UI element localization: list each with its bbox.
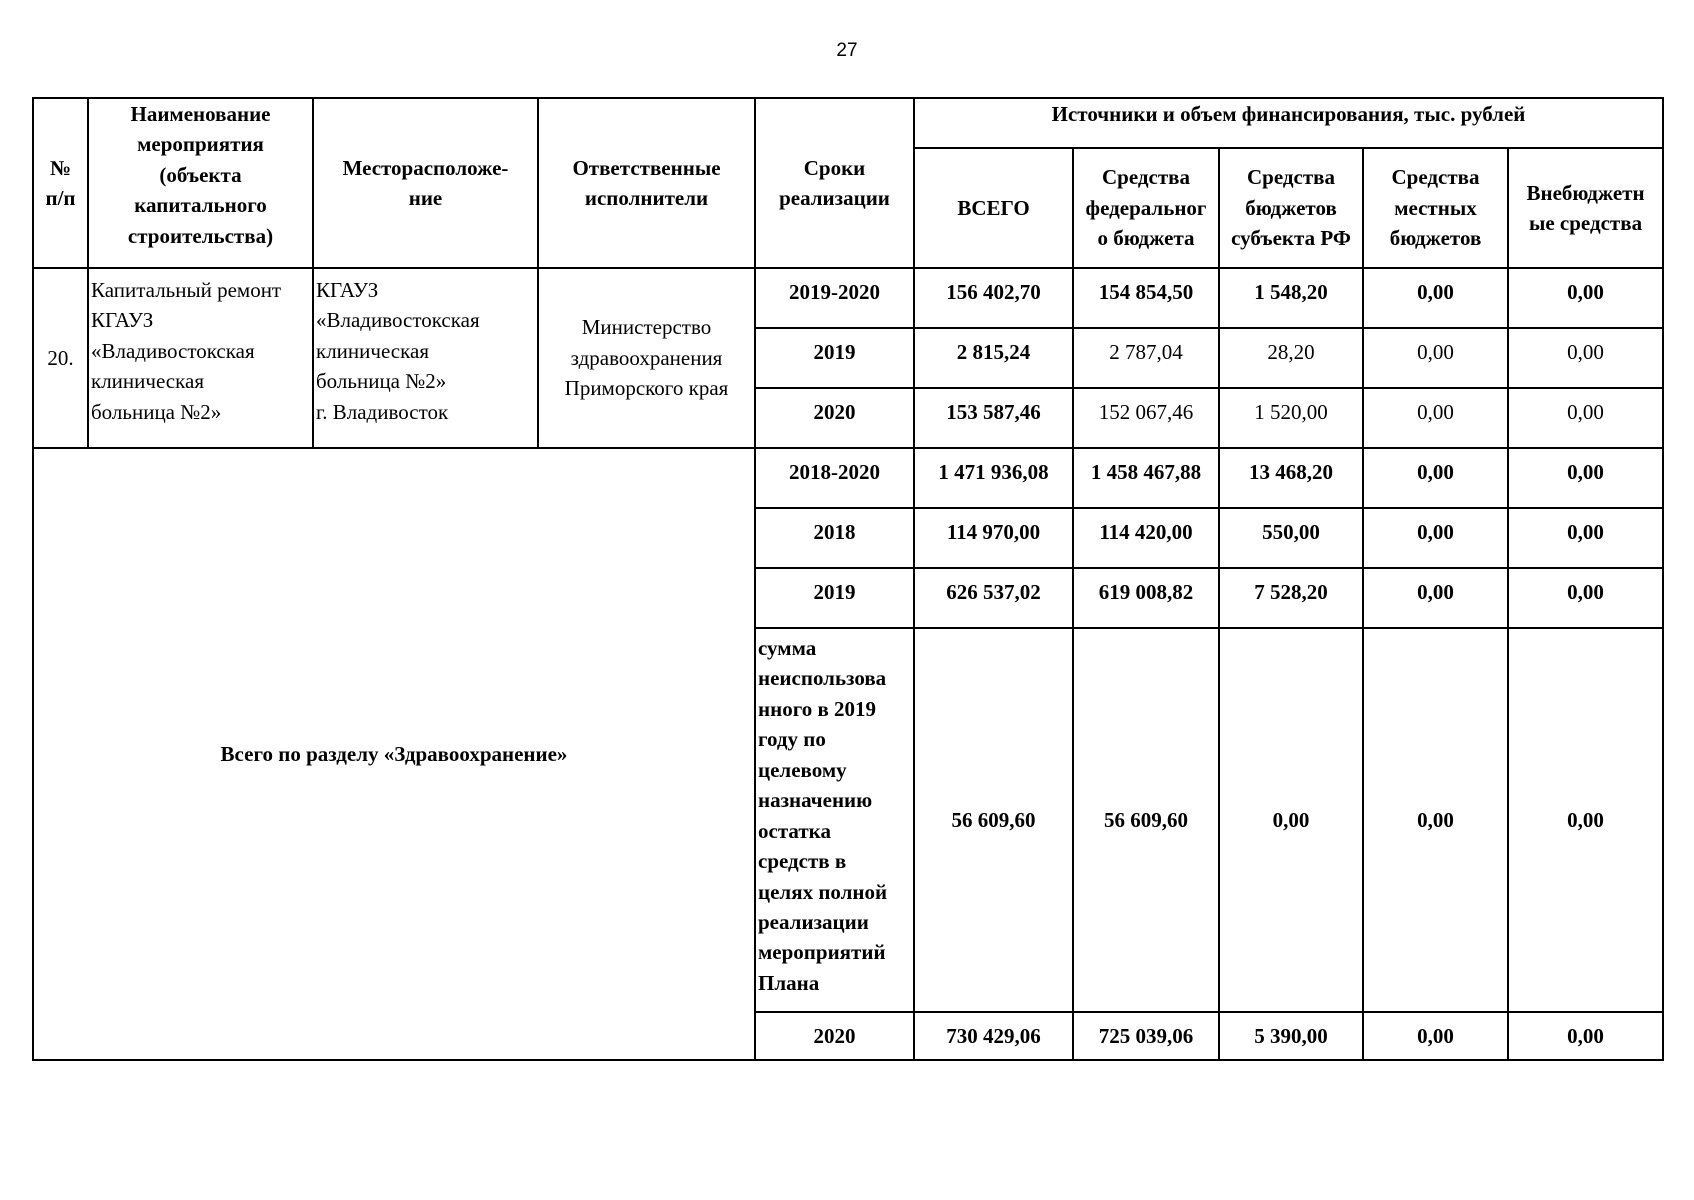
item-total: 153 587,46	[914, 388, 1073, 448]
section-period: 2020	[755, 1012, 914, 1060]
section-period-note: сумма неиспользова нного в 2019 году по целевому назначению остатка средств в целях полной реализации мероприятий Плана	[755, 628, 914, 1012]
item-num: 20.	[33, 268, 88, 448]
section-extra: 0,00	[1508, 508, 1663, 568]
section-subject: 13 468,20	[1219, 448, 1363, 508]
header-responsible: Ответственные исполнители	[538, 98, 755, 268]
item-federal: 152 067,46	[1073, 388, 1219, 448]
item-total: 156 402,70	[914, 268, 1073, 328]
header-period: Сроки реализации	[755, 98, 914, 268]
item-period: 2020	[755, 388, 914, 448]
section-total-label: Всего по разделу «Здравоохранение»	[33, 448, 755, 1060]
section-federal: 619 008,82	[1073, 568, 1219, 628]
header-name: Наименование мероприятия (объекта капитального строительства)	[88, 98, 313, 268]
section-total: 730 429,06	[914, 1012, 1073, 1060]
item-local: 0,00	[1363, 328, 1508, 388]
section-total: 1 471 936,08	[914, 448, 1073, 508]
section-federal: 1 458 467,88	[1073, 448, 1219, 508]
item-subject: 1 548,20	[1219, 268, 1363, 328]
header-federal: Средства федеральног о бюджета	[1073, 148, 1219, 268]
section-local: 0,00	[1363, 628, 1508, 1012]
item-extra: 0,00	[1508, 388, 1663, 448]
item-local: 0,00	[1363, 268, 1508, 328]
section-local: 0,00	[1363, 508, 1508, 568]
section-federal: 56 609,60	[1073, 628, 1219, 1012]
section-extra: 0,00	[1508, 568, 1663, 628]
item-extra: 0,00	[1508, 268, 1663, 328]
section-period: 2019	[755, 568, 914, 628]
section-local: 0,00	[1363, 1012, 1508, 1060]
header-row-1	[33, 98, 1663, 148]
section-period: 2018	[755, 508, 914, 568]
section-federal: 725 039,06	[1073, 1012, 1219, 1060]
financing-table	[32, 97, 1664, 1061]
item-responsible: Министерство здравоохранения Приморского края	[538, 268, 755, 448]
header-location: Месторасположе- ние	[313, 98, 538, 268]
section-extra: 0,00	[1508, 1012, 1663, 1060]
item-row-1	[33, 268, 1663, 328]
item-local: 0,00	[1363, 388, 1508, 448]
item-total: 2 815,24	[914, 328, 1073, 388]
header-sources-group: Источники и объем финансирования, тыс. рублей	[914, 98, 1663, 148]
page-number: 27	[836, 40, 858, 61]
header-extra: Внебюджетн ые средства	[1508, 148, 1663, 268]
item-period: 2019-2020	[755, 268, 914, 328]
item-extra: 0,00	[1508, 328, 1663, 388]
item-period: 2019	[755, 328, 914, 388]
section-subject: 7 528,20	[1219, 568, 1363, 628]
item-federal: 154 854,50	[1073, 268, 1219, 328]
item-federal: 2 787,04	[1073, 328, 1219, 388]
header-total: ВСЕГО	[914, 148, 1073, 268]
section-subject: 550,00	[1219, 508, 1363, 568]
section-extra: 0,00	[1508, 628, 1663, 1012]
header-subject: Средства бюджетов субъекта РФ	[1219, 148, 1363, 268]
item-location: КГАУЗ «Владивостокская клиническая больница №2» г. Владивосток	[313, 268, 538, 448]
section-subject: 0,00	[1219, 628, 1363, 1012]
header-num: № п/п	[33, 98, 88, 268]
section-extra: 0,00	[1508, 448, 1663, 508]
section-total: 56 609,60	[914, 628, 1073, 1012]
section-total: 626 537,02	[914, 568, 1073, 628]
section-local: 0,00	[1363, 448, 1508, 508]
section-local: 0,00	[1363, 568, 1508, 628]
section-period: 2018-2020	[755, 448, 914, 508]
section-total: 114 970,00	[914, 508, 1073, 568]
section-total-row-1	[33, 448, 1663, 508]
item-subject: 28,20	[1219, 328, 1363, 388]
item-name: Капитальный ремонт КГАУЗ «Владивостокская клиническая больница №2»	[88, 268, 313, 448]
header-local: Средства местных бюджетов	[1363, 148, 1508, 268]
section-federal: 114 420,00	[1073, 508, 1219, 568]
section-subject: 5 390,00	[1219, 1012, 1363, 1060]
item-subject: 1 520,00	[1219, 388, 1363, 448]
